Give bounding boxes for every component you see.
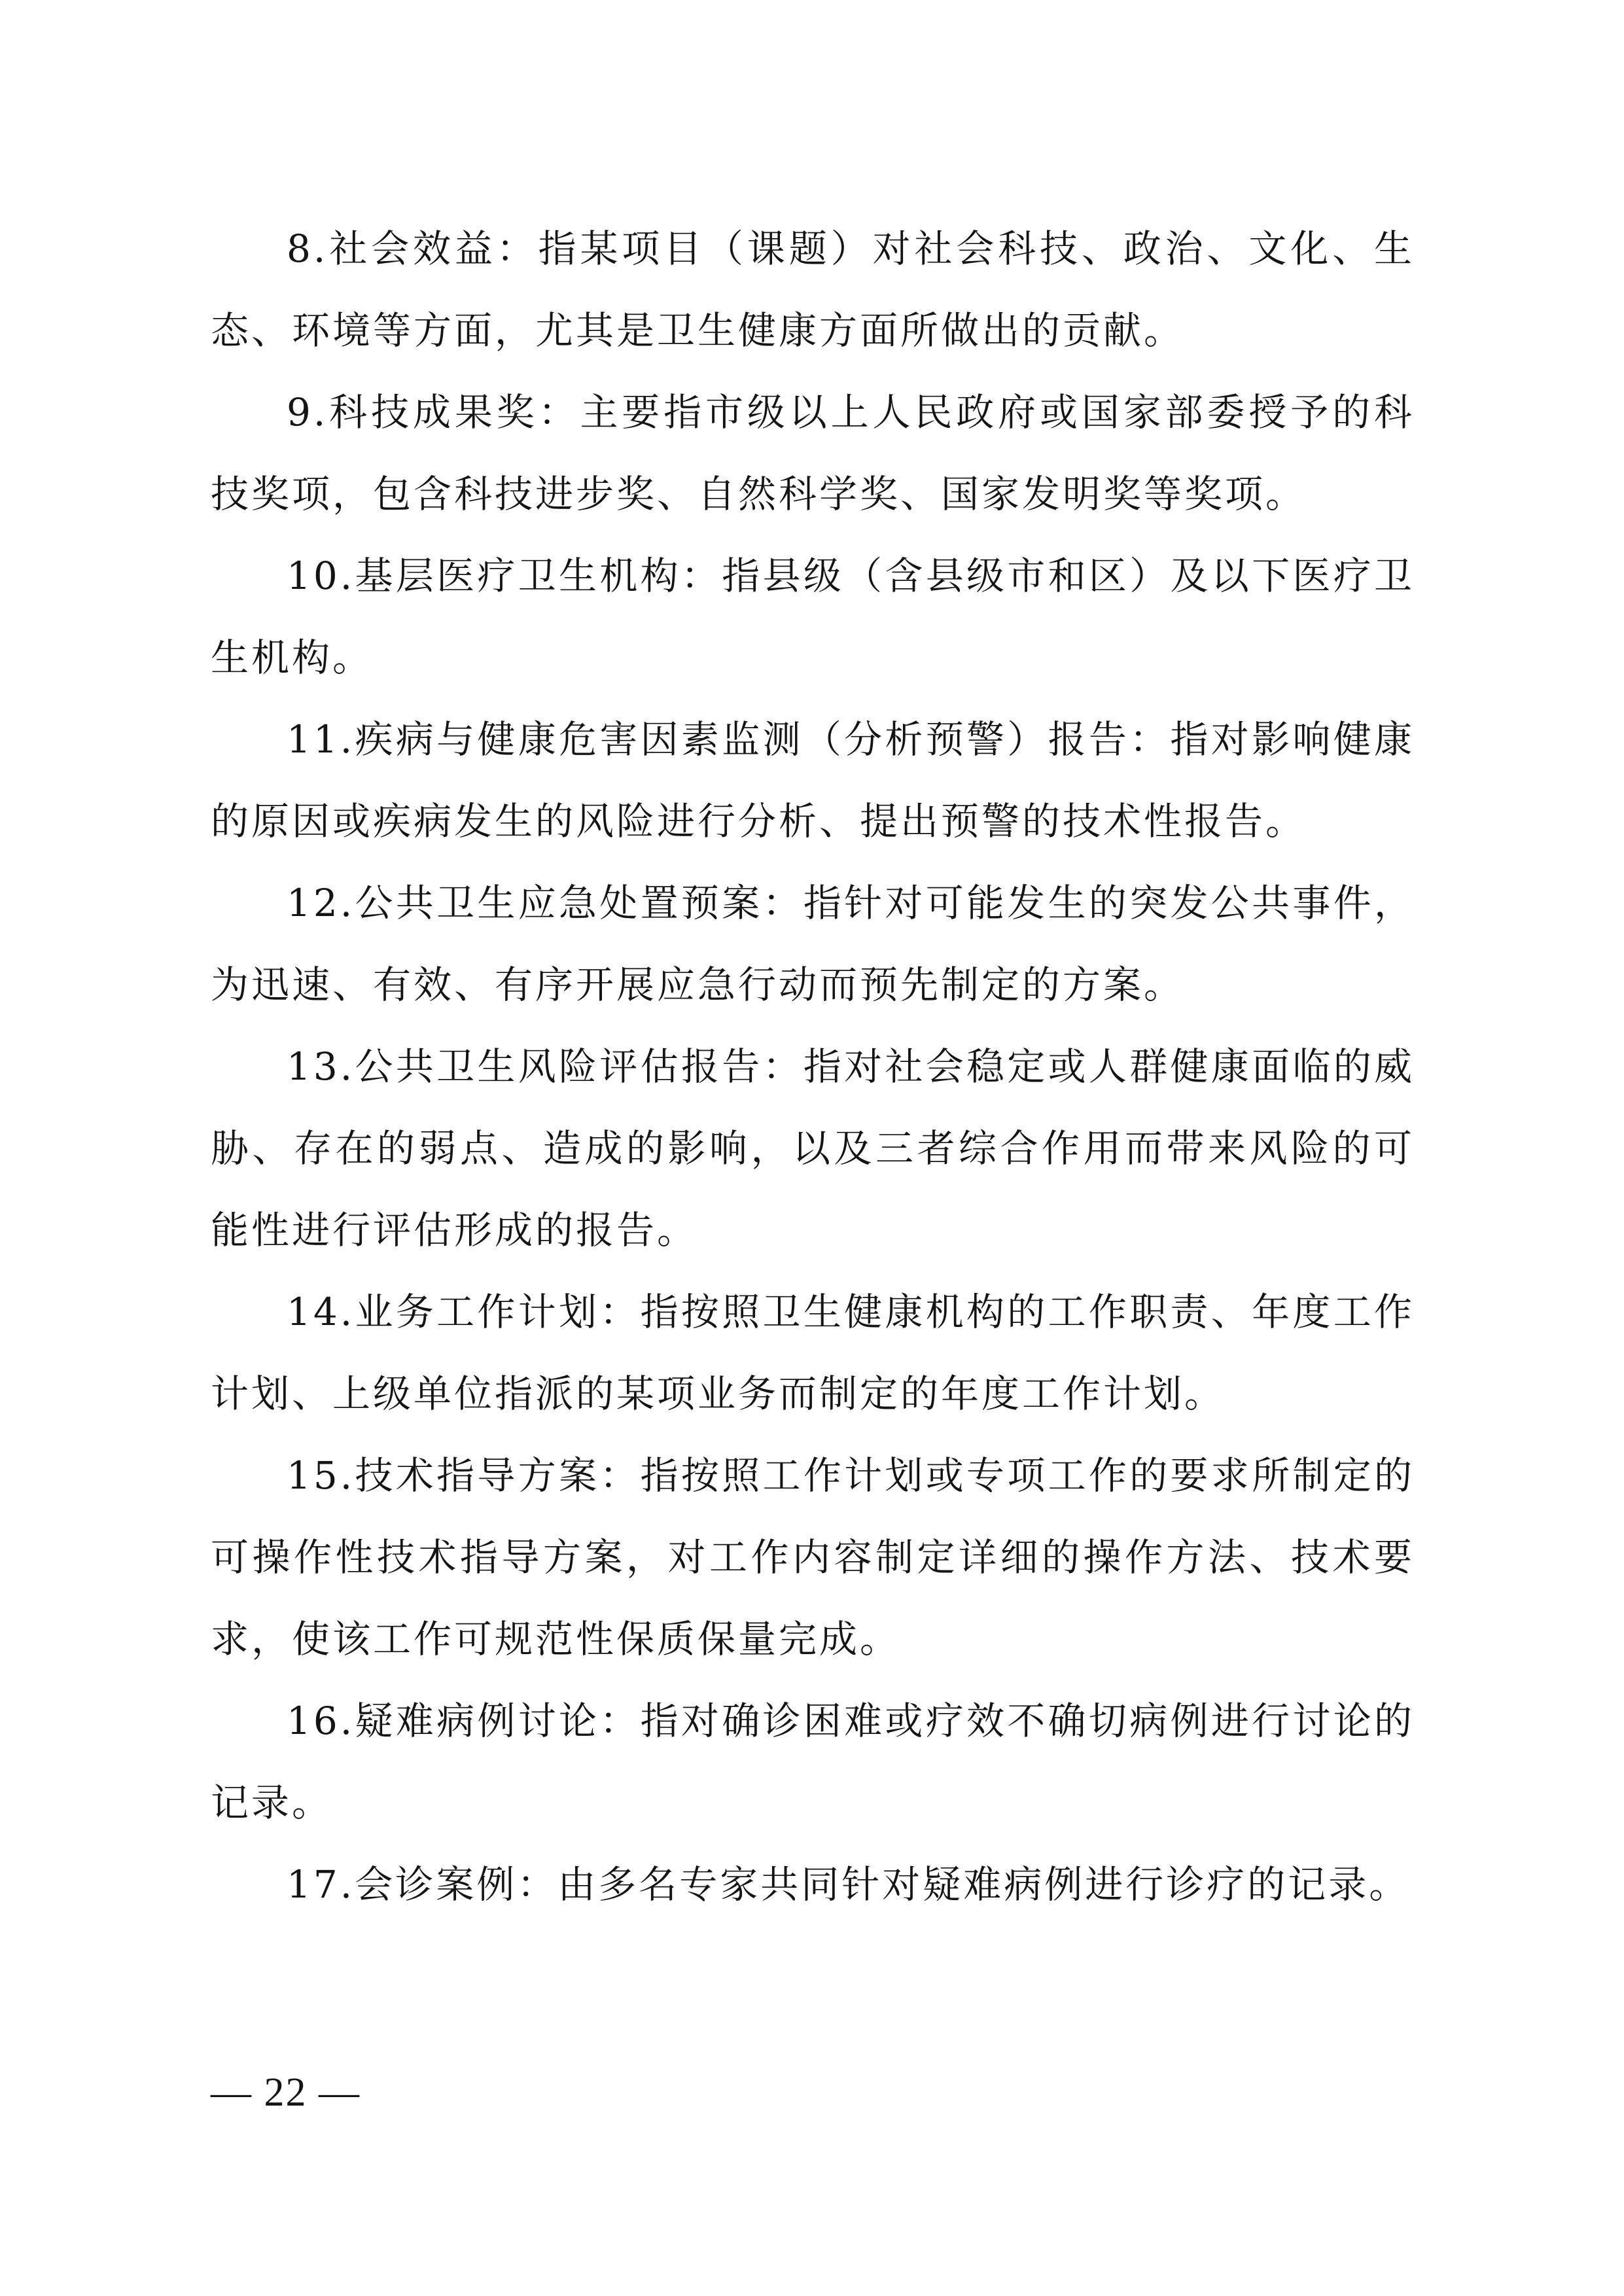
paragraph-item-10: 10.基层医疗卫生机构：指县级（含县级市和区）及以下医疗卫生机构。 bbox=[211, 554, 1415, 680]
paragraph-item-8: 8.社会效益：指某项目（课题）对社会科技、政治、文化、生态、环境等方面，尤其是卫生健康方面所做出的贡献。 bbox=[211, 226, 1415, 353]
paragraph-item-11: 11.疾病与健康危害因素监测（分析预警）报告：指对影响健康的原因或疾病发生的风险进行分析、提出预警的技术性报告。 bbox=[211, 717, 1415, 843]
paragraph-item-12: 12.公共卫生应急处置预案：指针对可能发生的突发公共事件，为迅速、有效、有序开展应急行动而预先制定的方案。 bbox=[211, 881, 1415, 1007]
paragraph-item-9: 9.科技成果奖：主要指市级以上人民政府或国家部委授予的科技奖项，包含科技进步奖、自然科学奖、国家发明奖等奖项。 bbox=[211, 390, 1415, 516]
page-number: — 22 — bbox=[211, 2070, 361, 2115]
paragraph-item-17: 17.会诊案例：由多名专家共同针对疑难病例进行诊疗的记录。 bbox=[287, 1862, 1410, 1907]
paragraph-item-16: 16.疑难病例讨论：指对确诊困难或疗效不确切病例进行讨论的记录。 bbox=[211, 1699, 1415, 1825]
paragraph-item-15: 15.技术指导方案：指按照工作计划或专项工作的要求所制定的可操作性技术指导方案，对工作内容制定详细的操作方法、技术要求，使该工作可规范性保质保量完成。 bbox=[211, 1453, 1415, 1661]
paragraph-item-13: 13.公共卫生风险评估报告：指对社会稳定或人群健康面临的威胁、存在的弱点、造成的影响，以及三者综合作用而带来风险的可能性进行评估形成的报告。 bbox=[211, 1044, 1415, 1252]
paragraph-item-14: 14.业务工作计划：指按照卫生健康机构的工作职责、年度工作计划、上级单位指派的某项业务而制定的年度工作计划。 bbox=[211, 1290, 1415, 1416]
document-body bbox=[211, 208, 1415, 1926]
